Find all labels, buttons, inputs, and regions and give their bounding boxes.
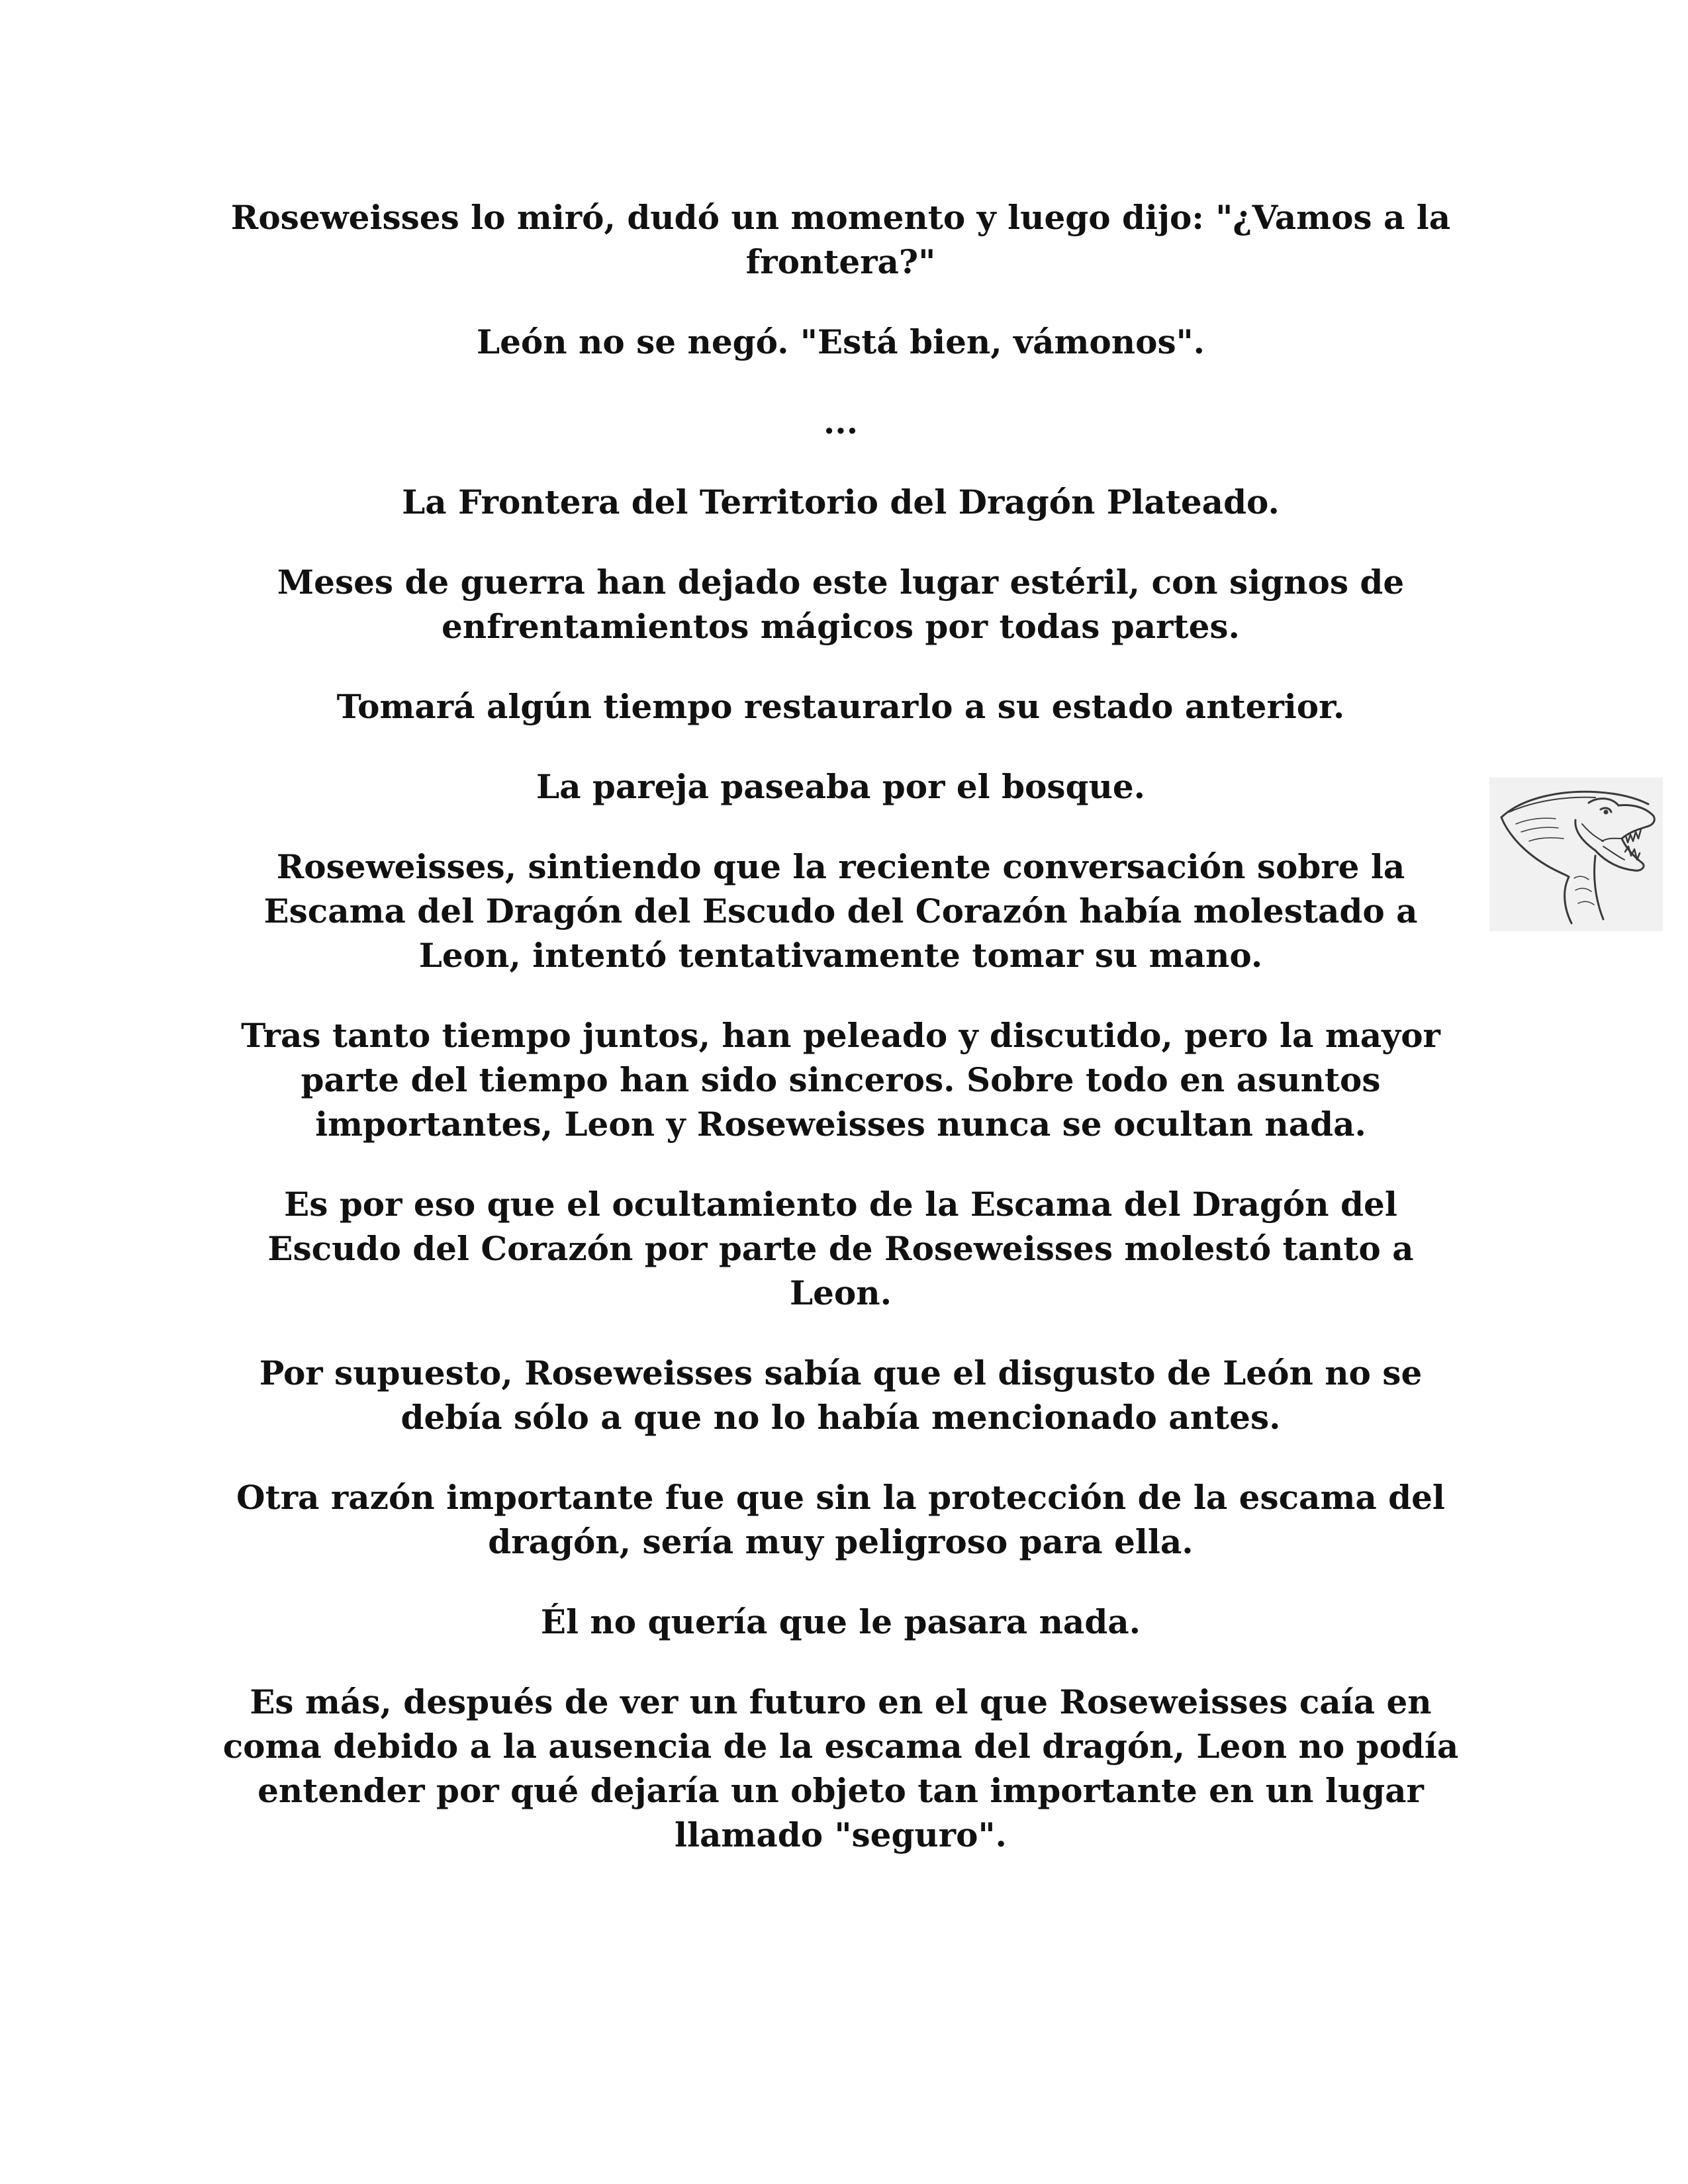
paragraph: Meses de guerra han dejado este lugar estéril, con signos de enfrentamientos mágicos por todas partes. xyxy=(277,563,1405,646)
paragraph: Otra razón importante fue que sin la protección de la escama del dragón, sería muy peligroso para ella. xyxy=(236,1478,1445,1561)
paragraph: Tras tanto tiempo juntos, han peleado y discutido, pero la mayor parte del tiempo han sido sinceros. Sobre todo en asuntos importantes, Leon y Roseweisses nunca se ocultan nada. xyxy=(241,1016,1440,1144)
document-body xyxy=(218,195,1463,1893)
paragraph: Roseweisses lo miró, dudó un momento y luego dijo: "¿Vamos a la frontera?" xyxy=(230,198,1451,281)
paragraph: León no se negó. "Está bien, vámonos". xyxy=(476,322,1205,361)
dinosaur-head-sketch-icon xyxy=(1489,778,1663,931)
paragraph: Es por eso que el ocultamiento de la Escama del Dragón del Escudo del Corazón por parte de Roseweisses molestó tanto a Leon. xyxy=(267,1185,1414,1312)
paragraph: Tomará algún tiempo restaurarlo a su estado anterior. xyxy=(336,687,1345,726)
paragraph: Es más, después de ver un futuro en el que Roseweisses caía en coma debido a la ausencia de la escama del dragón, Leon no podía entender por qué dejaría un objeto tan importante en un lugar llamado "seguro". xyxy=(222,1682,1459,1854)
paragraph: Roseweisses, sintiendo que la reciente conversación sobre la Escama del Dragón del Escudo del Corazón había molestado a Leon, intentó tentativamente tomar su mano. xyxy=(263,847,1418,975)
paragraph: La Frontera del Territorio del Dragón Plateado. xyxy=(402,482,1280,522)
paragraph: La pareja paseaba por el bosque. xyxy=(536,767,1146,806)
scene-break: ... xyxy=(823,402,859,441)
paragraph: Él no quería que le pasara nada. xyxy=(540,1602,1141,1641)
paragraph: Por supuesto, Roseweisses sabía que el disgusto de León no se debía sólo a que no lo había mencionado antes. xyxy=(259,1353,1423,1437)
